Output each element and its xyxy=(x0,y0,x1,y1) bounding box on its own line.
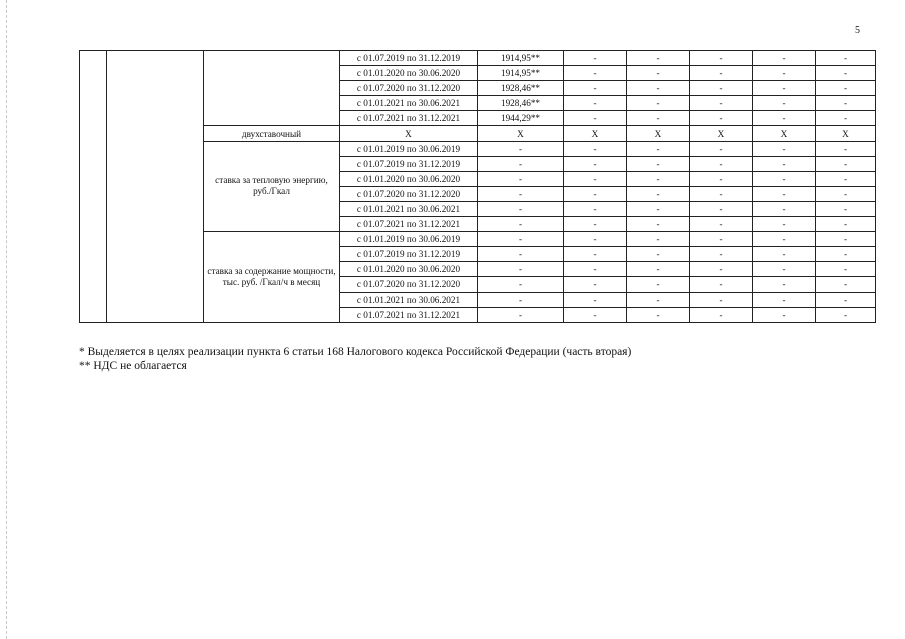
extra-value-cell: X xyxy=(816,126,876,141)
value-cell: - xyxy=(478,277,564,292)
value-cell: X xyxy=(478,126,564,141)
extra-value-cell: - xyxy=(753,111,816,126)
tariff-table xyxy=(79,50,876,323)
extra-value-cell: - xyxy=(816,156,876,171)
two-part-label: двухставочный xyxy=(204,126,340,141)
extra-value-cell: - xyxy=(564,262,627,277)
extra-value-cell: - xyxy=(690,171,753,186)
extra-value-cell: - xyxy=(816,201,876,216)
footnotes xyxy=(79,345,631,373)
period-cell: с 01.07.2021 по 31.12.2021 xyxy=(340,217,478,232)
extra-value-cell: - xyxy=(753,307,816,322)
tariff-table-body xyxy=(80,51,876,323)
period-cell: с 01.07.2019 по 31.12.2019 xyxy=(340,247,478,262)
extra-value-cell: - xyxy=(690,111,753,126)
extra-value-cell: - xyxy=(564,81,627,96)
extra-value-cell: - xyxy=(753,292,816,307)
extra-value-cell: - xyxy=(690,51,753,66)
extra-value-cell: - xyxy=(816,171,876,186)
extra-value-cell: - xyxy=(690,201,753,216)
extra-value-cell: - xyxy=(627,292,690,307)
extra-value-cell: - xyxy=(627,247,690,262)
extra-value-cell: - xyxy=(753,232,816,247)
extra-value-cell: - xyxy=(753,247,816,262)
extra-value-cell: - xyxy=(564,217,627,232)
period-cell: с 01.07.2021 по 31.12.2021 xyxy=(340,307,478,322)
extra-value-cell: - xyxy=(627,186,690,201)
extra-value-cell: - xyxy=(816,292,876,307)
extra-value-cell: - xyxy=(816,307,876,322)
extra-value-cell: X xyxy=(753,126,816,141)
period-cell: с 01.01.2020 по 30.06.2020 xyxy=(340,66,478,81)
rate-group-label: ставка за содержание мощности, тыс. руб. /Гкал/ч в месяц xyxy=(204,232,340,323)
extra-value-cell: - xyxy=(564,201,627,216)
value-cell: - xyxy=(478,217,564,232)
extra-value-cell: - xyxy=(753,141,816,156)
extra-value-cell: - xyxy=(753,201,816,216)
extra-value-cell: - xyxy=(627,171,690,186)
period-cell: с 01.07.2021 по 31.12.2021 xyxy=(340,111,478,126)
extra-value-cell: - xyxy=(564,141,627,156)
extra-value-cell: - xyxy=(564,51,627,66)
value-cell: - xyxy=(478,141,564,156)
extra-value-cell: - xyxy=(816,186,876,201)
value-cell: - xyxy=(478,262,564,277)
extra-value-cell: - xyxy=(690,247,753,262)
extra-value-cell: - xyxy=(690,262,753,277)
extra-value-cell: - xyxy=(753,81,816,96)
extra-value-cell: - xyxy=(564,307,627,322)
extra-value-cell: - xyxy=(627,111,690,126)
period-cell: с 01.01.2019 по 30.06.2019 xyxy=(340,232,478,247)
value-cell: - xyxy=(478,292,564,307)
extra-value-cell: - xyxy=(690,96,753,111)
extra-value-cell: - xyxy=(816,232,876,247)
period-cell: с 01.07.2020 по 31.12.2020 xyxy=(340,277,478,292)
extra-value-cell: - xyxy=(564,96,627,111)
extra-value-cell: - xyxy=(627,141,690,156)
rate-type-cell xyxy=(204,51,340,126)
period-cell: с 01.07.2020 по 31.12.2020 xyxy=(340,186,478,201)
value-cell: 1914,95** xyxy=(478,66,564,81)
extra-value-cell: - xyxy=(753,217,816,232)
extra-value-cell: - xyxy=(627,51,690,66)
period-cell: с 01.01.2019 по 30.06.2019 xyxy=(340,141,478,156)
table-row xyxy=(80,51,876,66)
extra-value-cell: - xyxy=(627,81,690,96)
value-cell: 1928,46** xyxy=(478,81,564,96)
extra-value-cell: - xyxy=(753,171,816,186)
extra-value-cell: - xyxy=(564,277,627,292)
value-cell: - xyxy=(478,156,564,171)
extra-value-cell: - xyxy=(690,186,753,201)
extra-value-cell: - xyxy=(753,156,816,171)
extra-value-cell: - xyxy=(564,186,627,201)
extra-value-cell: - xyxy=(690,81,753,96)
period-cell: с 01.07.2020 по 31.12.2020 xyxy=(340,81,478,96)
extra-value-cell: - xyxy=(753,277,816,292)
page-number: 5 xyxy=(855,25,860,36)
extra-value-cell: - xyxy=(564,66,627,81)
value-cell: - xyxy=(478,247,564,262)
period-cell: с 01.01.2021 по 30.06.2021 xyxy=(340,292,478,307)
extra-value-cell: - xyxy=(816,217,876,232)
period-cell: X xyxy=(340,126,478,141)
extra-value-cell: - xyxy=(564,232,627,247)
extra-value-cell: - xyxy=(816,247,876,262)
extra-value-cell: - xyxy=(690,217,753,232)
period-cell: с 01.01.2021 по 30.06.2021 xyxy=(340,201,478,216)
extra-value-cell: - xyxy=(690,141,753,156)
extra-value-cell: - xyxy=(816,66,876,81)
extra-value-cell: - xyxy=(816,111,876,126)
extra-value-cell: - xyxy=(627,217,690,232)
extra-value-cell: - xyxy=(564,156,627,171)
value-cell: - xyxy=(478,232,564,247)
period-cell: с 01.07.2019 по 31.12.2019 xyxy=(340,156,478,171)
extra-value-cell: - xyxy=(564,247,627,262)
extra-value-cell: - xyxy=(627,262,690,277)
period-cell: с 01.01.2020 по 30.06.2020 xyxy=(340,262,478,277)
value-cell: - xyxy=(478,201,564,216)
extra-value-cell: - xyxy=(816,277,876,292)
footnote-vat-exempt: ** НДС не облагается xyxy=(79,360,187,372)
extra-value-cell: - xyxy=(564,292,627,307)
extra-value-cell: - xyxy=(753,51,816,66)
extra-value-cell: - xyxy=(627,66,690,81)
period-cell: с 01.01.2021 по 30.06.2021 xyxy=(340,96,478,111)
extra-value-cell: - xyxy=(564,171,627,186)
scan-margin-line xyxy=(6,0,7,639)
extra-value-cell: - xyxy=(816,51,876,66)
organization-cell xyxy=(107,51,204,323)
extra-value-cell: - xyxy=(816,262,876,277)
value-cell: - xyxy=(478,186,564,201)
extra-value-cell: - xyxy=(753,186,816,201)
extra-value-cell: - xyxy=(753,96,816,111)
extra-value-cell: X xyxy=(627,126,690,141)
value-cell: 1928,46** xyxy=(478,96,564,111)
extra-value-cell: - xyxy=(627,232,690,247)
value-cell: - xyxy=(478,307,564,322)
extra-value-cell: X xyxy=(564,126,627,141)
rate-group-label: ставка за тепловую энергию, руб./Гкал xyxy=(204,141,340,232)
value-cell: 1944,29** xyxy=(478,111,564,126)
extra-value-cell: X xyxy=(690,126,753,141)
period-cell: с 01.01.2020 по 30.06.2020 xyxy=(340,171,478,186)
extra-value-cell: - xyxy=(690,277,753,292)
extra-value-cell: - xyxy=(564,111,627,126)
extra-value-cell: - xyxy=(690,292,753,307)
extra-value-cell: - xyxy=(690,307,753,322)
extra-value-cell: - xyxy=(690,156,753,171)
extra-value-cell: - xyxy=(690,66,753,81)
extra-value-cell: - xyxy=(627,156,690,171)
footnote-vat-allocation: * Выделяется в целях реализации пункта 6 статьи 168 Налогового кодекса Российской Федерации (часть вторая) xyxy=(79,346,632,358)
extra-value-cell: - xyxy=(627,96,690,111)
period-cell: с 01.07.2019 по 31.12.2019 xyxy=(340,51,478,66)
extra-value-cell: - xyxy=(627,307,690,322)
extra-value-cell: - xyxy=(816,96,876,111)
extra-value-cell: - xyxy=(627,201,690,216)
extra-value-cell: - xyxy=(816,81,876,96)
extra-value-cell: - xyxy=(816,141,876,156)
value-cell: 1914,95** xyxy=(478,51,564,66)
value-cell: - xyxy=(478,171,564,186)
extra-value-cell: - xyxy=(690,232,753,247)
extra-value-cell: - xyxy=(753,262,816,277)
extra-value-cell: - xyxy=(627,277,690,292)
extra-value-cell: - xyxy=(753,66,816,81)
row-number-cell xyxy=(80,51,107,323)
